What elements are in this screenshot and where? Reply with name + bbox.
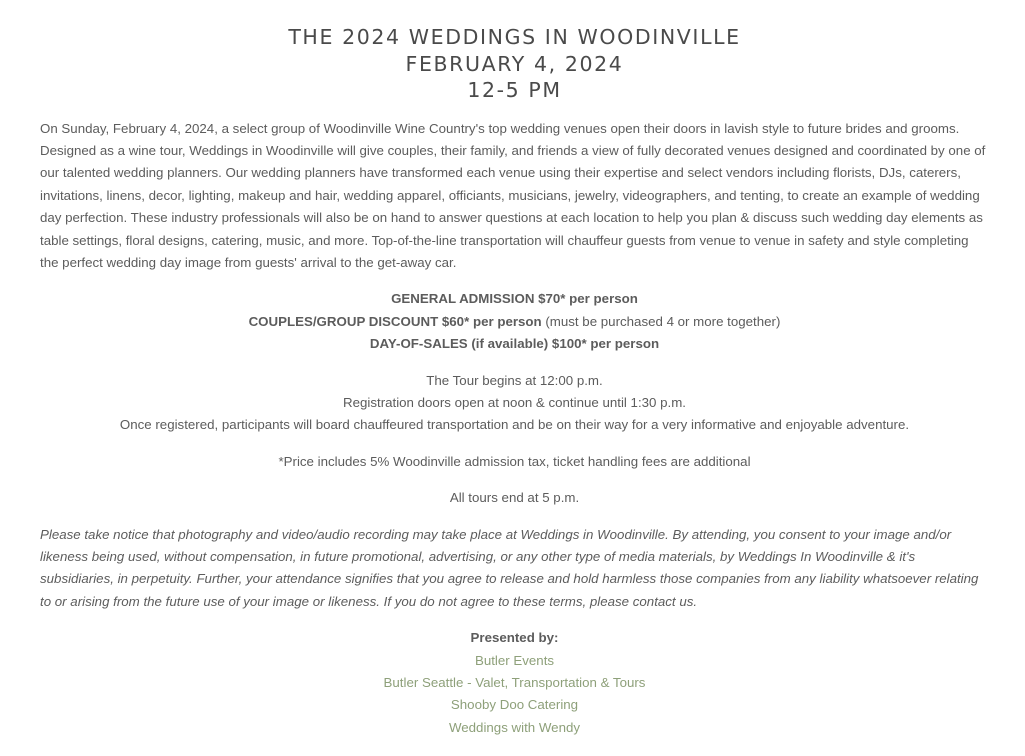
pricing-section bbox=[40, 288, 989, 355]
tour-begins: The Tour begins at 12:00 p.m. bbox=[426, 372, 603, 388]
event-title: THE 2024 WEDDINGS IN WOODINVILLE bbox=[288, 25, 741, 49]
couples-discount-price: COUPLES/GROUP DISCOUNT $60* per person bbox=[248, 313, 542, 329]
general-admission-price: GENERAL ADMISSION $70* per person bbox=[391, 291, 638, 307]
day-of-sales-price: DAY-OF-SALES (if available) $100* per person bbox=[369, 336, 660, 352]
presented-by-section bbox=[40, 627, 989, 739]
sponsor-link-butler-seattle[interactable]: Butler Seattle - Valet, Transportation & Tours bbox=[383, 675, 646, 691]
event-date: FEBRUARY 4, 2024 bbox=[405, 51, 624, 76]
intro-paragraph: On Sunday, February 4, 2024, a select group of Woodinville Wine Country's top wedding venues open their doors in lavish style to future brides and grooms. Designed as a wine tour, Weddings in Woodinville will give couples, their family, and friends a view of fully decorated venues designed and coordinated by one of our talented wedding planners. Our wedding planners have transformed each venue using their expertise and select vendors including florists, DJs, caterers, invitations, linens, decor, lighting, makeup and hair, wedding apparel, officiants, musicians, jewelry, videographers, and tenting, to create an example of wedding day perfection. These industry professionals will also be on hand to answer questions at each location to help you plan & discuss such wedding day elements as table settings, floral designs, catering, music, and more. Top-of-the-line transportation will chauffeur guests from venue to venue in safety and style completing the perfect wedding day image from guests' arrival to the get-away car. bbox=[40, 120, 986, 270]
event-heading bbox=[40, 24, 989, 104]
schedule-section bbox=[40, 370, 989, 437]
registration-info: Registration doors open at noon & continue until 1:30 p.m. bbox=[343, 394, 686, 410]
presented-by-label: Presented by: bbox=[470, 630, 559, 646]
sponsor-link-shooby-doo[interactable]: Shooby Doo Catering bbox=[450, 697, 579, 713]
end-note: All tours end at 5 p.m. bbox=[449, 490, 580, 506]
couples-discount-line bbox=[40, 311, 989, 333]
price-note: *Price includes 5% Woodinville admission tax, ticket handling fees are additional bbox=[278, 453, 751, 469]
event-time: 12-5 PM bbox=[467, 78, 562, 102]
sponsor-link-butler-events[interactable]: Butler Events bbox=[474, 652, 555, 668]
couples-discount-note: (must be purchased 4 or more together) bbox=[541, 313, 781, 329]
transport-info: Once registered, participants will board chauffeured transportation and be on their way for a very informative and enjoyable adventure. bbox=[119, 417, 910, 433]
disclaimer-paragraph: Please take notice that photography and video/audio recording may take place at Weddings in Woodinville. By attending, you consent to your image and/or likeness being used, without compensation, in future promotional, advertising, or any other type of media materials, by Weddings In Woodinville & it's subsidiaries, in perpetuity. Further, your attendance signifies that you agree to release and hold harmless those companies from any liability whatsoever relating to or arising from the future use of your image or likeness. If you do not agree to these terms, please contact us. bbox=[40, 526, 979, 609]
sponsor-link-weddings-with-wendy[interactable]: Weddings with Wendy bbox=[448, 719, 581, 735]
